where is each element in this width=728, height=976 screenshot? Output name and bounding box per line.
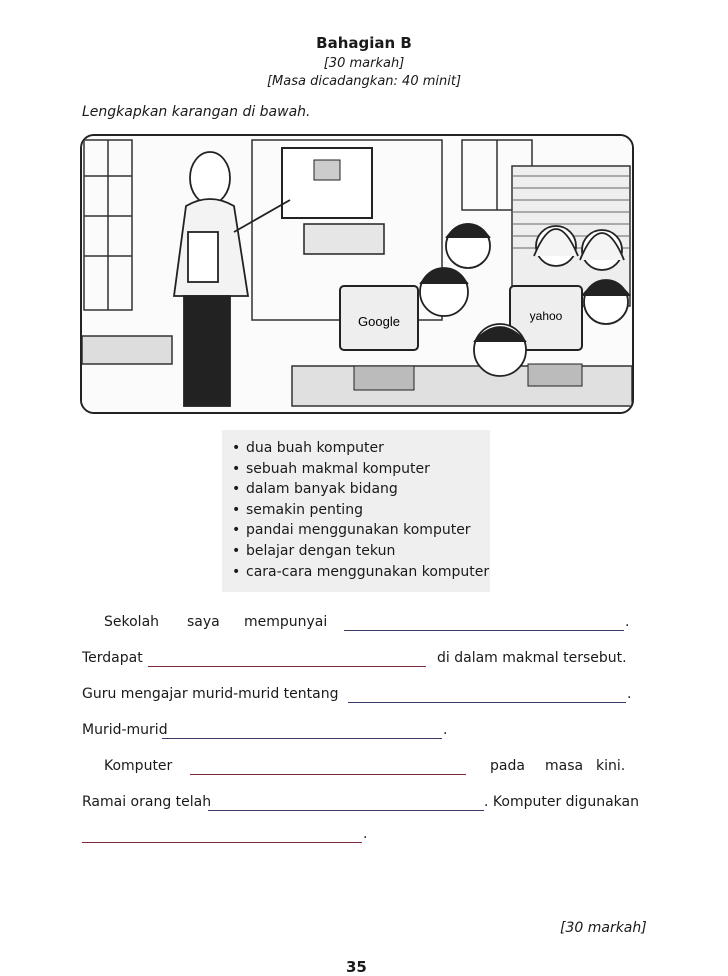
marks-label: [30 markah] bbox=[323, 56, 405, 71]
page-number: 35 bbox=[346, 958, 367, 976]
time-suggested: [Masa dicadangkan: 40 minit] bbox=[266, 74, 462, 89]
answer-blank-6[interactable] bbox=[208, 810, 484, 811]
essay-word: Sekolah bbox=[104, 614, 160, 630]
essay-word: Terdapat bbox=[82, 650, 143, 666]
essay-word: Komputer bbox=[104, 758, 173, 774]
essay-text: Ramai orang telah bbox=[82, 794, 212, 810]
hint-item: • sebuah makmal komputer bbox=[230, 459, 490, 480]
answer-blank-5[interactable] bbox=[190, 774, 466, 775]
footer-marks: [30 markah] bbox=[560, 920, 647, 936]
essay-word: mempunyai bbox=[244, 614, 328, 630]
answer-blank-3[interactable] bbox=[348, 702, 626, 703]
essay-word: masa bbox=[545, 758, 584, 774]
google-screen-text: Google bbox=[358, 314, 400, 329]
classroom-illustration bbox=[80, 134, 634, 414]
essay-text: Murid-murid bbox=[82, 722, 168, 738]
hint-item: • semakin penting bbox=[230, 500, 490, 521]
answer-blank-4[interactable] bbox=[162, 738, 442, 739]
essay-word: pada bbox=[490, 758, 525, 774]
yahoo-screen-text: yahoo bbox=[529, 309, 563, 323]
hint-item: • belajar dengan tekun bbox=[230, 541, 490, 562]
answer-blank-2[interactable] bbox=[148, 666, 426, 667]
hint-item: • dua buah komputer bbox=[230, 438, 490, 459]
essay-text: Guru mengajar murid-murid tentang bbox=[82, 686, 339, 702]
essay-word: saya bbox=[187, 614, 220, 630]
hint-item: • pandai menggunakan komputer bbox=[230, 520, 490, 541]
essay-word: kini. bbox=[596, 758, 626, 774]
essay-text: . Komputer digunakan bbox=[484, 794, 639, 810]
hint-item: • dalam banyak bidang bbox=[230, 479, 490, 500]
answer-blank-1[interactable] bbox=[344, 630, 624, 631]
instruction: Lengkapkan karangan di bawah. bbox=[82, 104, 311, 120]
essay-text: di dalam makmal tersebut. bbox=[437, 650, 627, 666]
hint-box bbox=[222, 430, 490, 592]
answer-blank-7[interactable] bbox=[82, 842, 362, 843]
hint-item: • cara-cara menggunakan komputer bbox=[230, 562, 490, 583]
section-title: Bahagian B bbox=[316, 34, 412, 52]
